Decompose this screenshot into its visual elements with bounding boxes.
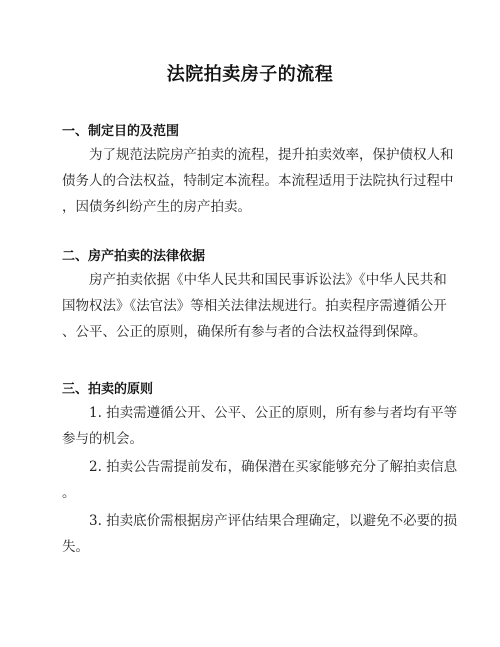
section-heading-legal-basis: 二、房产拍卖的法律依据 [62, 249, 206, 264]
paragraph-line: 2. 拍卖公告需提前发布，确保潜在买家能够充分了解拍卖信息 [62, 459, 458, 475]
section-paragraph-purpose [62, 142, 452, 220]
principle-item-3 [62, 508, 458, 560]
paragraph-line: 为了规范法院房产拍卖的流程，提升拍卖效率，保护债权人和 [62, 147, 454, 163]
principle-item-2 [62, 454, 458, 506]
document-title: 法院拍卖房子的流程 [166, 64, 334, 85]
principle-item-1 [62, 400, 458, 452]
paragraph-line: 1. 拍卖需遵循公开、公平、公正的原则，所有参与者均有平等 [62, 405, 458, 421]
paragraph-line: 。 [62, 485, 76, 501]
paragraph-line: ，因债务纠纷产生的房产拍卖。 [62, 199, 251, 215]
section-paragraph-legal-basis [62, 267, 452, 345]
paragraph-line: 国物权法》《法官法》等相关法律法规进行。拍卖程序需遵循公开 [62, 298, 447, 314]
section-heading-principles: 三、拍卖的原则 [62, 382, 154, 397]
paragraph-line: 失。 [62, 539, 89, 555]
paragraph-line: 、公平、公正的原则，确保所有参与者的合法权益得到保障。 [62, 324, 427, 340]
paragraph-line: 参与的机会。 [62, 431, 143, 447]
section-heading-purpose: 一、制定目的及范围 [62, 124, 180, 139]
paragraph-line: 债务人的合法权益，特制定本流程。本流程适用于法院执行过程中 [62, 173, 454, 189]
paragraph-line: 房产拍卖依据《中华人民共和国民事诉讼法》《中华人民共和 [62, 272, 447, 288]
paragraph-line: 3. 拍卖底价需根据房产评估结果合理确定，以避免不必要的损 [62, 513, 458, 529]
